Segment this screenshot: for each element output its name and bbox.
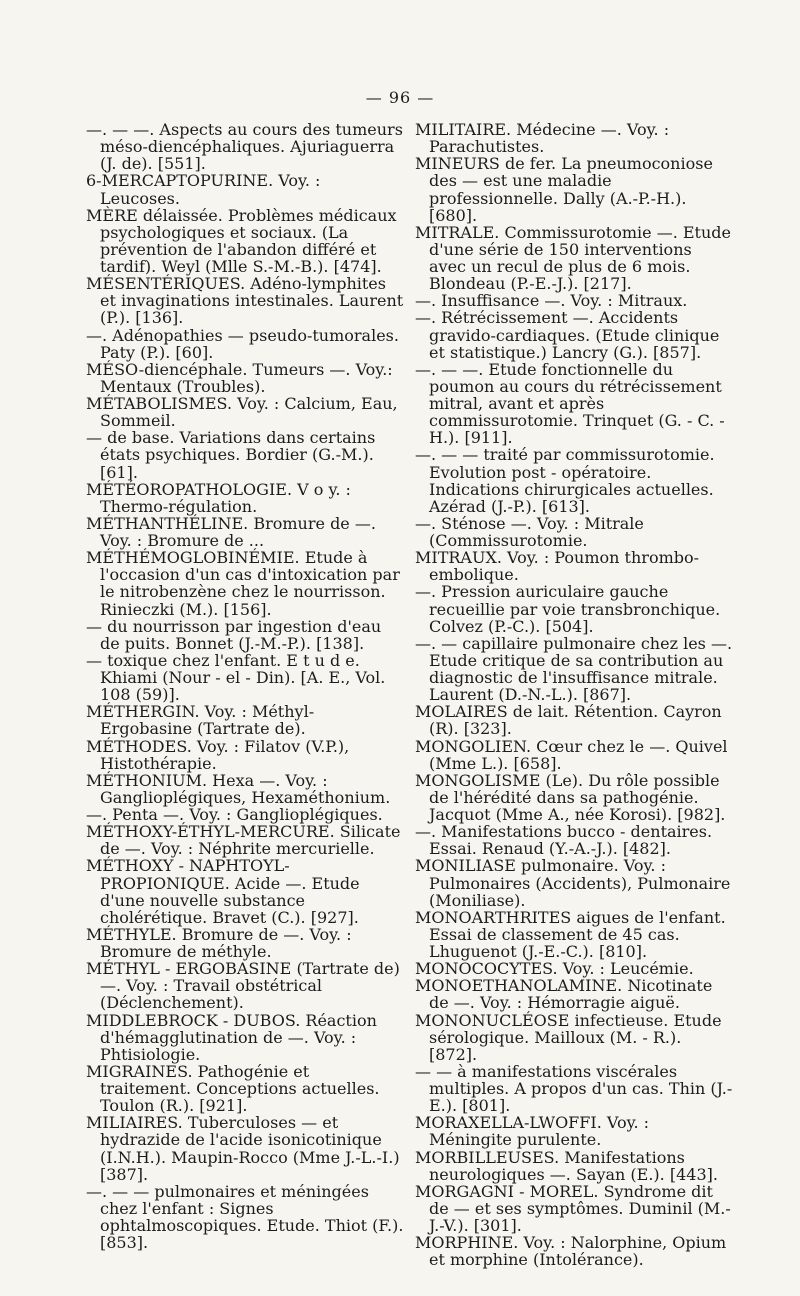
index-entry: MIGRAINES. Pathogénie et traitement. Conceptions actuelles. Toulon (R.). [921].: [86, 1061, 380, 1116]
index-entry: 6-MERCAPTOPURINE. Voy. : Leucoses.: [86, 171, 321, 208]
index-entry: MOLAIRES de lait. Rétention. Cayron (R). [323].: [415, 702, 722, 739]
index-entry: MORAXELLA-LWOFFI. Voy. : Méningite purulente.: [415, 1113, 650, 1150]
index-entry: MÉTHERGIN. Voy. : Méthyl-Ergobasine (Tartrate de).: [86, 702, 315, 739]
index-entry: MÉTHOXY-ÉTHYL-MERCURE. Silicate de —. Voy. : Néphrite mercurielle.: [86, 822, 401, 859]
index-entry: MÉTHODES. Voy. : Filatov (V.P.), Histothérapie.: [86, 736, 350, 773]
page-number: — 96 —: [365, 88, 435, 107]
index-entry: —. Insuffisance —. Voy. : Mitraux.: [415, 291, 688, 311]
left-column: [86, 121, 404, 1251]
index-entry: —. Adénopathies — pseudo-tumorales. Paty (P.). [60].: [86, 325, 399, 362]
index-entry: MONILIASE pulmonaire. Voy. : Pulmonaires (Accidents), Pulmonaire (Moniliase).: [415, 856, 731, 910]
index-entry: MONOETHANOLAMINE. Nicotinate de —. Voy. : Hémorragie aiguë.: [415, 976, 713, 1013]
index-entry: MILITAIRE. Médecine —. Voy. : Parachutistes.: [415, 120, 670, 157]
index-entry: MÉTÉOROPATHOLOGIE. V o y. : Thermo-régulation.: [86, 479, 351, 516]
index-entry: MONGOLISME (Le). Du rôle possible de l'hérédité dans sa pathogénie. Jacquot (Mme A., née Korosi). [982].: [415, 770, 726, 824]
index-entry: —. Penta —. Voy. : Ganglioplégiques.: [86, 805, 383, 824]
index-entry: MIDDLEBROCK - DUBOS. Réaction d'hémagglutination de —. Voy. : Phtisiologie.: [86, 1010, 377, 1064]
index-entry: — du nourrisson par ingestion d'eau de puits. Bonnet (J.-M.-P.). [138].: [86, 616, 382, 653]
index-entry: —. — —. Aspects au cours des tumeurs méso-diencéphaliques. Ajuriaguerra (J. de). [551].: [86, 120, 403, 174]
index-entry: MÉSO-diencéphale. Tumeurs —. Voy.: Mentaux (Troubles).: [86, 359, 393, 396]
index-entry: MÉTHYLE. Bromure de —. Voy. : Bromure de méthyle.: [86, 924, 352, 961]
index-entry: —. Manifestations bucco - dentaires. Essai. Renaud (Y.-A.-J.). [482].: [415, 822, 713, 859]
index-entry: MILIAIRES. Tuberculoses — et hydrazide de l'acide isonicotinique (I.N.H.). Maupin-Rocco (Mme J.-L.-I.) [387].: [86, 1113, 400, 1184]
index-entry: — de base. Variations dans certains états psychiques. Bordier (G.-M.). [61].: [86, 428, 376, 482]
index-entry: —. — — traité par commissurotomie. Evolution post - opératoire. Indications chirurgicales actuelles. Azérad (J.-P.). [613].: [415, 445, 715, 516]
index-entry: MONGOLIEN. Cœur chez le —. Quivel (Mme L.). [658].: [415, 736, 728, 773]
index-entry: MÉTHONIUM. Hexa —. Voy. : Ganglioplégiques, Hexaméthonium.: [86, 770, 391, 807]
index-entry: MÉTHÉMOGLOBINÉMIE. Etude à l'occasion d'un cas d'intoxication par le nitrobenzène chez le nourrisson. Rinieczki (M.). [156].: [86, 548, 400, 619]
right-column: [415, 121, 733, 1268]
index-entry: —. Rétrécissement —. Accidents gravido-cardiaques. (Etude clinique et statistique.) Lancry (G.). [857].: [415, 308, 720, 362]
index-entry: MONONUCLÉOSE infectieuse. Etude sérologique. Mailloux (M. - R.). [872].: [415, 1010, 722, 1064]
index-entry: MÉTHANTHÉLINE. Bromure de —. Voy. : Bromure de ...: [86, 513, 376, 550]
index-entry: MÈRE délaissée. Problèmes médicaux psychologiques et sociaux. (La prévention de l'abandon différé et tardif). Weyl (Mlle S.-M.-B.). [474].: [86, 205, 397, 276]
index-entry: MINEURS de fer. La pneumoconiose des — est une maladie professionnelle. Dally (A.-P.-H.). [680].: [415, 154, 713, 225]
index-entry: MORPHINE. Voy. : Nalorphine, Opium et morphine (Intolérance).: [415, 1233, 727, 1270]
index-entry: —. — — pulmonaires et méningées chez l'enfant : Signes ophtalmoscopiques. Etude. Thiot (F.). [853].: [86, 1181, 404, 1253]
index-entry: MORBILLEUSES. Manifestations neurologiques —. Sayan (E.). [443].: [415, 1147, 718, 1184]
index-entry: —. — capillaire pulmonaire chez les —. Etude critique de sa contribution au diagnostic de l'insuffisance mitrale. Laurent (D.-N.-L.). [867].: [415, 633, 733, 705]
index-entry: —. Pression auriculaire gauche recueillie par voie transbronchique. Colvez (P.-C.). [504].: [415, 582, 721, 636]
index-entry: MÉSENTÉRIQUES. Adéno-lymphites et invaginations intestinales. Laurent (P.). [136].: [86, 274, 404, 328]
index-entry: MÉTHYL - ERGOBASINE (Tartrate de) —. Voy. : Travail obstétrical (Déclenchement).: [86, 959, 400, 1013]
index-entry: MITRAUX. Voy. : Poumon thrombo-embolique.: [415, 548, 700, 585]
index-entry: — toxique chez l'enfant. E t u d e. Khiami (Nour - el - Din). [A. E., Vol. 108 (59)].: [86, 650, 386, 705]
index-entry: —. Sténose —. Voy. : Mitrale (Commissurotomie.: [415, 513, 644, 550]
index-entry: MÉTHOXY - NAPHTOYL-PROPIONIQUE. Acide —. Etude d'une nouvelle substance cholérétique. Bravet (C.). [927].: [86, 856, 360, 927]
index-entry: MONOCOCYTES. Voy. : Leucémie.: [415, 959, 694, 979]
index-entry: MONOARTHRITES aigues de l'enfant. Essai de classement de 45 cas. Lhuguenot (J.-E.-C.). [810].: [415, 907, 726, 961]
index-entry: MITRALE. Commissurotomie —. Etude d'une série de 150 interventions avec un recul de plus de 6 mois. Blondeau (P.-E.-J.). [217].: [415, 222, 731, 294]
index-entry: MORGAGNI - MOREL. Syndrome dit de — et ses symptômes. Duminil (M.-J.-V.). [301].: [415, 1181, 731, 1235]
index-entry: — — à manifestations viscérales multiples. A propos d'un cas. Thin (J.-E.). [801].: [415, 1061, 733, 1116]
index-entry: —. — —. Etude fonctionnelle du poumon au cours du rétrécissement mitral, avant et après commissurotomie. Trinquet (G. - C. - H.). [911].: [415, 359, 725, 448]
index-entry: MÉTABOLISMES. Voy. : Calcium, Eau, Sommeil.: [86, 394, 398, 431]
